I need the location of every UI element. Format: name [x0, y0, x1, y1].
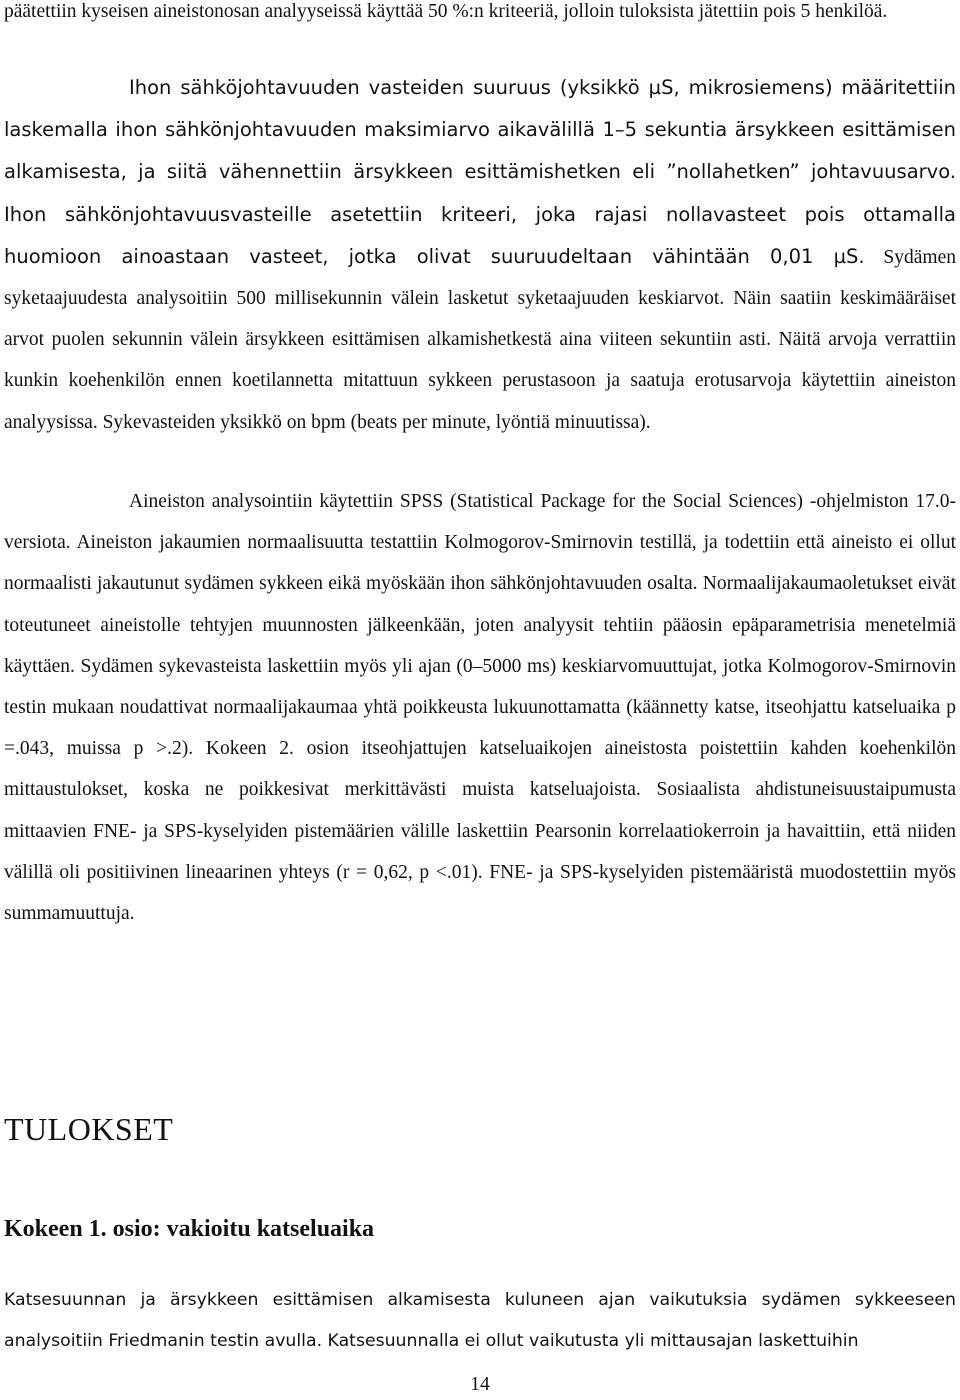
paragraph-part-serif: Sydämen syketaajuudesta analysoitiin 500 millisekunnin välein lasketut syketaajuuden keskiarvot. Näin saatiin keskimääräiset arvot puolen sekunnin välein ärsykkeen esittämisen alkamishetkestä aina viiteen sekuntiin asti. Näitä arvoja verrattiin kunkin koehenkilön ennen koetilannetta mitattuun sykkeen perustasoon ja saatuja erotusarvoja käytettiin aineiston analyysissa. Sykevasteiden yksikkö on bpm (beats per minute, lyöntiä minuutissa).	[4, 246, 957, 433]
paragraph-measurement-methods	[4, 67, 956, 443]
paragraph-analysis: Aineiston analysointiin käytettiin SPSS (Statistical Package for the Social Sciences) -ohjelmiston 17.0-versiota. Aineiston jakaumien normaalisuutta testattiin Kolmogorov-Smirnovin testillä, ja todettiin että aineisto ei ollut normaalisti jakautunut sydämen sykkeen eikä myöskään ihon sähkönjohtavuuden osalta. Normaalijakaumaoletukset eivät toteutuneet aineistolle tehtyjen muunnosten jälkeenkään, joten analyysit tehtiin pääosin epäparametrisia menetelmiä käyttäen. Sydämen sykevasteista laskettiin myös yli ajan (0–5000 ms) keskiarvomuuttujat, jotka Kolmogorov-Smirnovin testin mukaan noudattivat normaalijakaumaa yhtä poikkeusta lukuunottamatta (käännetty katse, itseohjattu katseluaika p =.043, muissa p >.2). Kokeen 2. osion itseohjattujen katseluaikojen aineistosta poistettiin kahden koehenkilön mittaustulokset, koska ne poikkesivat merkittävästi muista katseluajoista. Sosiaalista ahdistuneisuustaipumusta mittaavien FNE- ja SPS-kyselyiden pistemäärien välille laskettiin Pearsonin korrelaatiokerroin ja havaittiin, että niiden välillä oli positiivinen lineaarinen yhteys (r = 0,62, p <.01). FNE- ja SPS-kyselyiden pistemääristä muodostettiin myös summamuuttuja.	[4, 491, 956, 925]
subsection-heading: Kokeen 1. osio: vakioitu katseluaika	[4, 1216, 375, 1242]
page-number: 14	[470, 1374, 490, 1395]
section-heading-results: TULOKSET	[4, 1111, 174, 1147]
paragraph-part-sans: Ihon sähköjohtavuuden vasteiden suuruus (yksikkö µS, mikrosiemens) määritettiin laskemalla ihon sähkönjohtavuuden maksimiarvo aikavälillä 1–5 sekuntia ärsykkeen esittämisen alkamisesta, ja siitä vähennettiin ärsykkeen esittämishetken eli ”nollahetken” johtavuusarvo.	[4, 76, 956, 184]
paragraph-results-intro: Katsesuunnan ja ärsykkeen esittämisen alkamisesta kuluneen ajan vaikutuksia sydämen sykkeeseen analysoitiin Friedmanin testin avulla. Katsesuunnalla ei ollut vaikutusta yli mittausajan laskettuihin	[4, 1290, 956, 1352]
paragraph-part-sans-2: Ihon sähkönjohtavuusvasteille asetettiin kriteeri, joka rajasi nollavasteet pois ottamalla huomioon ainoastaan vasteet, jotka olivat suuruudeltaan vähintään 0,01 µS.	[4, 202, 956, 268]
paragraph-continuation: päätettiin kyseisen aineistonosan analyyseissä käyttää 50 %:n kriteeriä, jolloin tuloksista jätettiin pois 5 henkilöä.	[4, 1, 888, 22]
